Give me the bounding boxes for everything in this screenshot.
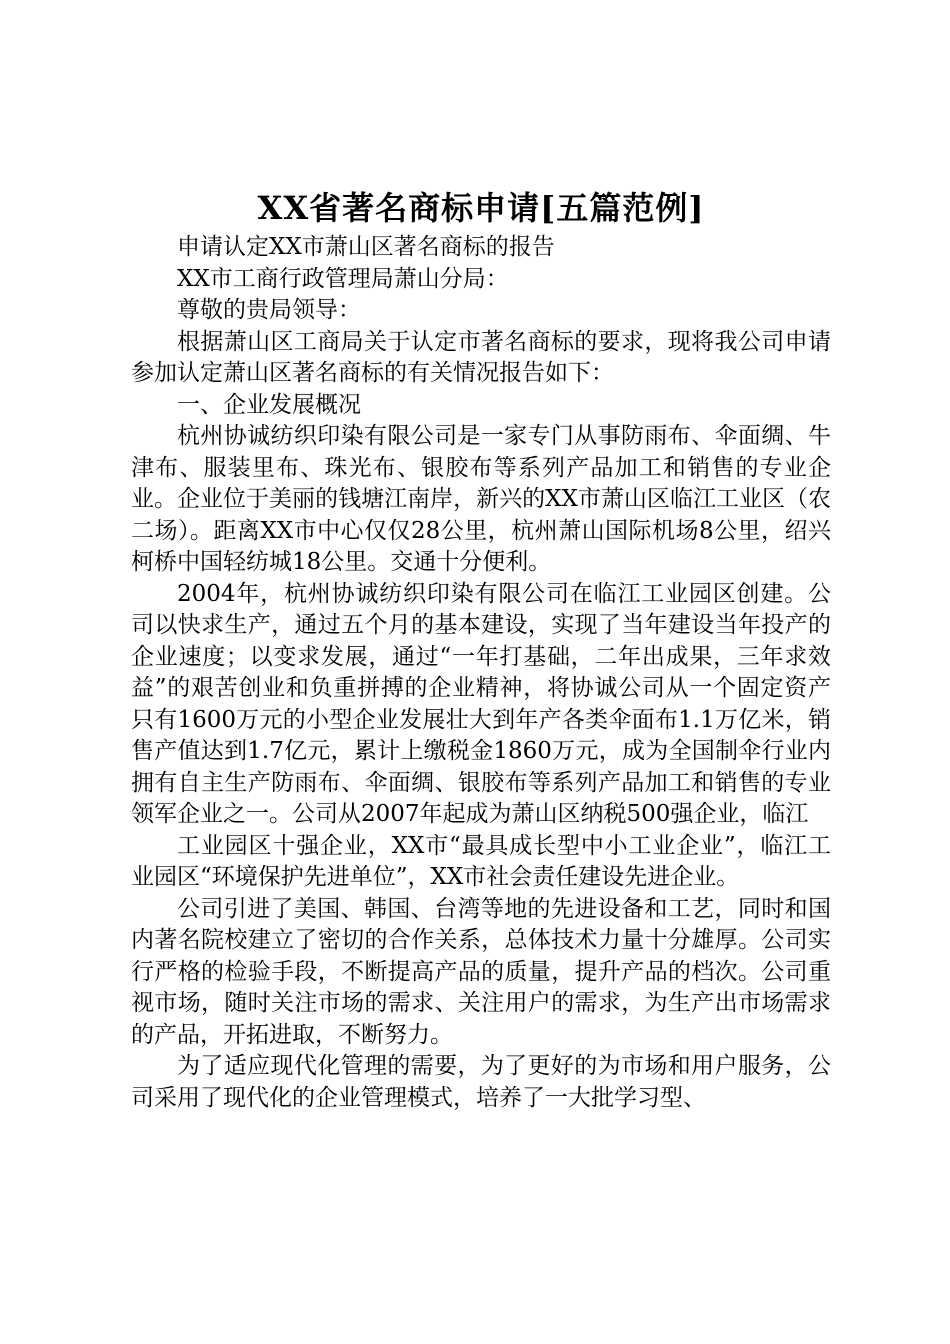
paragraph-company-profile: 杭州协诚纺织印染有限公司是一家专门从事防雨布、伞面绸、牛津布、服装里布、珠光布、银胶布等系列产品加工和销售的专业企业。企业位于美丽的钱塘江南岸，新兴的XX市萧山区临江工业区（农二场）。距离XX市中心仅仅28公里，杭州萧山国际机场8公里，绍兴柯桥中国轻纺城18公里。交通十分便利。 — [131, 423, 831, 575]
paragraph-intro: 根据萧山区工商局关于认定市著名商标的要求，现将我公司申请参加认定萧山区著名商标的有关情况报告如下： — [131, 328, 831, 386]
document-body — [131, 232, 831, 1114]
paragraph-company-history: 2004年，杭州协诚纺织印染有限公司在临江工业园区创建。公司以快求生产，通过五个月的基本建设，实现了当年建设当年投产的企业速度；以变求发展，通过“一年打基础，二年出成果，三年求效益”的艰苦创业和负重拼搏的企业精神，将协诚公司从一个固定资产只有1600万元的小型企业发展壮大到年产各类伞面布1.1万亿米，销售产值达到1.7亿元，累计上缴税金1860万元，成为全国制伞行业内拥有自主生产防雨布、伞面绸、银胶布等系列产品加工和销售的专业领军企业之一。公司从2007年起成为萧山区纳税500强企业，临江 — [131, 580, 831, 827]
paragraph-salutation: 尊敬的贵局领导： — [177, 297, 361, 323]
paragraph-honors: 工业园区十强企业，XX市“最具成长型中小工业企业”，临江工业园区“环境保护先进单位”，XX市社会责任建设先进企业。 — [131, 832, 831, 890]
section-heading-overview: 一、企业发展概况 — [177, 391, 361, 418]
paragraph-report-heading: 申请认定XX市萧山区著名商标的报告 — [177, 234, 555, 260]
paragraph-management: 为了适应现代化管理的需要，为了更好的为市场和用户服务，公司采用了现代化的企业管理模式，培养了一大批学习型、 — [131, 1053, 831, 1111]
document-page — [131, 188, 831, 1114]
document-title: XX省著名商标申请[五篇范例] — [257, 189, 705, 227]
paragraph-technology: 公司引进了美国、韩国、台湾等地的先进设备和工艺，同时和国内著名院校建立了密切的合作关系，总体技术力量十分雄厚。公司实行严格的检验手段，不断提高产品的质量，提升产品的档次。公司重视市场，随时关注市场的需求、关注用户的需求，为生产出市场需求的产品，开拓进取，不断努力。 — [131, 895, 831, 1048]
paragraph-recipient: XX市工商行政管理局萧山分局： — [177, 265, 509, 292]
